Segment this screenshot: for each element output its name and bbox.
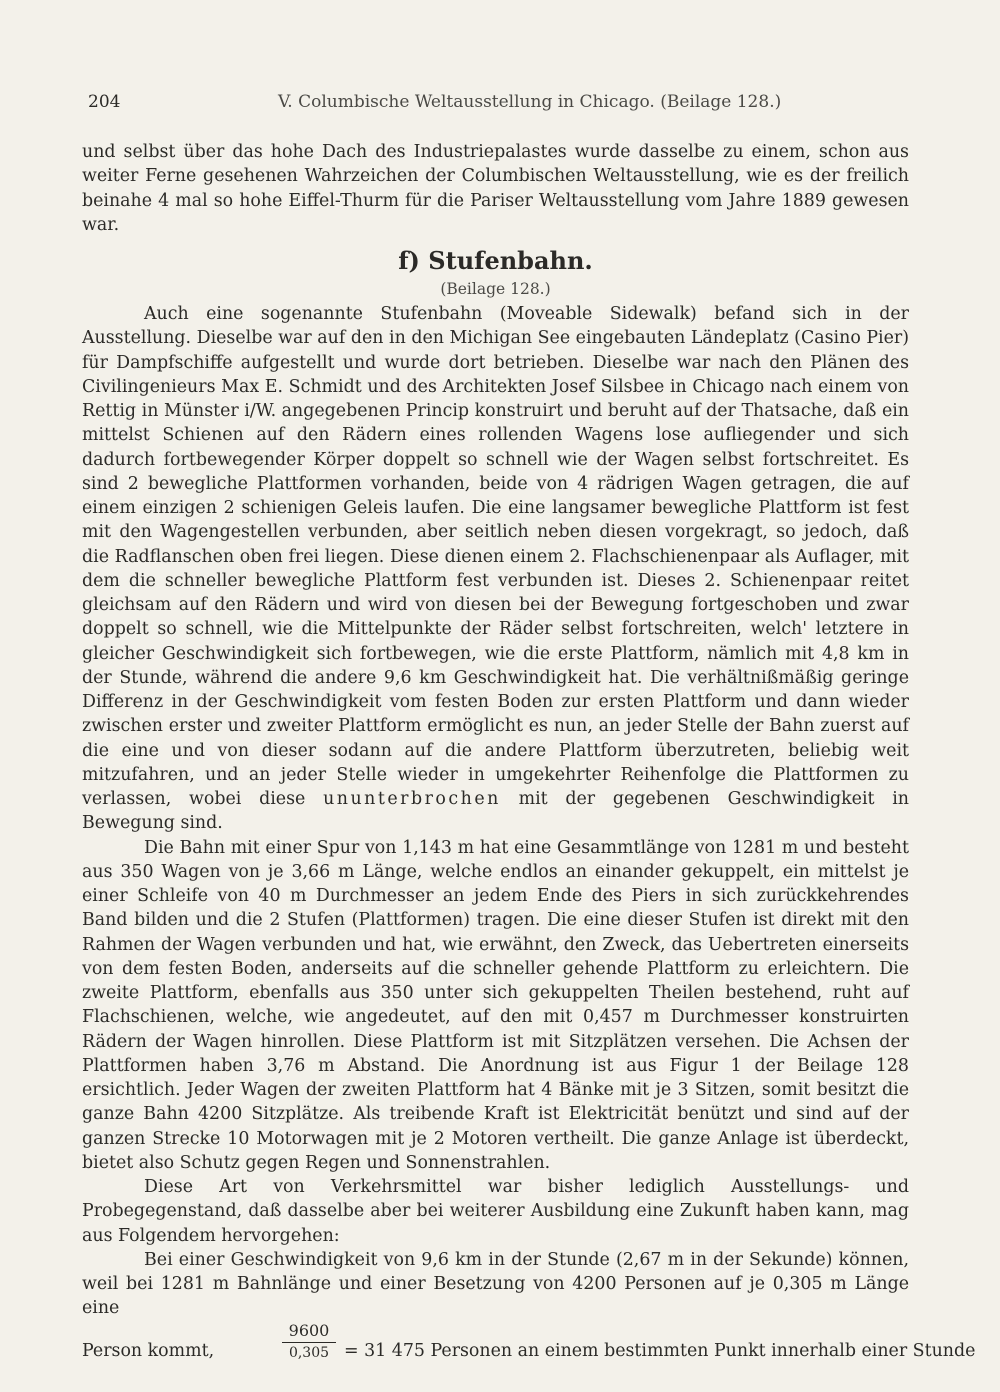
continuation-paragraph: und selbst über das hohe Dach des Industriepalastes wurde dasselbe zu einem, schon aus weiter Ferne gesehenen Wahrzeichen der Columbischen Weltausstellung, wie es der freilich beinahe 4 mal so hohe Eiffel-Thurm für die Pariser Weltausstellung vom Jahre 1889 gewesen war. xyxy=(82,142,909,235)
fraction-numerator: 9600 xyxy=(288,1320,330,1340)
running-head xyxy=(88,92,913,116)
paragraph-verkehrsmittel: Diese Art von Verkehrsmittel war bisher lediglich Ausstellungs- und Probegegenstand, daß dasselbe aber bei weiterer Ausbildung eine Zukunft haben kann, mag aus Folgendem hervorgehen: xyxy=(82,1177,909,1246)
section-subheading: (Beilage 128.) xyxy=(440,280,551,298)
formula-result-text: = 31 475 Personen an einem bestimmten Punkt innerhalb einer Stunde xyxy=(344,1340,976,1361)
paragraph-text: Auch eine sogenannte Stufenbahn (Moveable Sidewalk) befand sich in der Ausstellung. Dieselbe war auf den in den Michigan See eingebauten Ländeplatz (Casino Pier) für Dampfschiffe aufgestellt und wurde dort betrieben. Dieselbe war nach den Plänen des Civilingenieurs Max E. Schmidt und des Architekten Josef Silsbee in Chicago nach einem von Rettig in Münster i/W. angegebenen Princip konstruirt und beruht auf der Thatsache, daß ein mittelst Schienen auf den Rädern eines rollenden Wagens lose aufliegender und sich dadurch fortbewegender Körper doppelt so schnell wie der Wagen selbst fortschreitet. Es sind 2 bewegliche Plattformen vorhanden, beide von 4 rädrigen Wagen getragen, die auf einem einzigen 2 schienigen Geleis laufen. Die eine langsamer bewegliche Plattform ist fest mit den Wagengestellen verbunden, aber seitlich neben diesen vorgekragt, so jedoch, daß die Radflanschen oben frei liegen. Diese dienen einem 2. Flachschienenpaar als Auflager, mit dem die schneller bewegliche Plattform fest verbunden ist. Dieses 2. Schienenpaar reitet gleichsam auf den Rädern und wird von diesen bei der Bewegung fortgeschoben und zwar doppelt so schnell, wie die Mittelpunkte der Räder selbst fortschreiten, welch' letztere in gleicher Geschwindigkeit sich fortbewegen, wie die erste Plattform, nämlich mit 4,8 km in der Stunde, während die andere 9,6 km Geschwindigkeit hat. Die verhältnißmäßig geringe Differenz in der Geschwindigkeit vom festen Boden zur ersten Plattform und dann wieder zwischen erster und zweiter Plattform ermöglicht es nun, an jeder Stelle der Bahn zuerst auf die eine und von dieser sodann auf die andere Plattform überzutreten, beliebig weit mitzufahren, und an jeder Stelle wieder in umgekehrter Reihenfolge die Plattformen zu verlassen, wobei diese xyxy=(82,304,909,809)
formula-lead-text: Person kommt, xyxy=(82,1340,215,1361)
formula-line xyxy=(82,1320,976,1381)
paragraph-capacity: Bei einer Geschwindigkeit von 9,6 km in der Stunde (2,67 m in der Sekunde) können, weil bei 1281 m Bahnlänge und einer Besetzung von 4200 Personen auf je 0,305 m Länge eine xyxy=(82,1249,909,1319)
section-heading: f) Stufenbahn. xyxy=(398,246,593,275)
fraction xyxy=(282,1321,336,1362)
body-text xyxy=(82,140,976,1381)
running-head-title: V. Columbische Weltausstellung in Chicago. (Beilage 128.) xyxy=(278,92,782,112)
emphasis-spaced-word: ununterbrochen xyxy=(323,789,501,809)
paragraph-text: mit der gegebenen Geschwindigkeit in Bewegung sind. xyxy=(82,789,910,834)
paragraph-stufenbahn-intro xyxy=(82,302,909,836)
page-number: 204 xyxy=(88,92,121,112)
fraction-bar xyxy=(282,1342,336,1343)
fraction-denominator: 0,305 xyxy=(288,1344,330,1361)
paragraph-bahn-dimensions: Die Bahn mit einer Spur von 1,143 m hat eine Gesammtlänge von 1281 m und besteht aus 350 Wagen von je 3,66 m Länge, welche endlos an einander gekuppelt, ein mittelst je einer Schleife von 40 m Durchmesser an jedem Ende des Piers in sich zurückkehrendes Band bilden und die 2 Stufen (Plattformen) tragen. Die eine dieser Stufen ist direkt mit den Rahmen der Wagen verbunden und hat, wie erwähnt, den Zweck, das Uebertreten einerseits von dem festen Boden, anderseits auf die schneller gehende Plattform zu erleichtern. Die zweite Plattform, ebenfalls aus 350 unter sich gekuppelten Theilen bestehend, ruht auf Flachschienen, welche, wie angedeutet, auf den mit 0,457 m Durchmesser konstruirten Rädern der Wagen hinrollen. Diese Plattform ist mit Sitzplätzen versehen. Die Achsen der Plattformen haben 3,76 m Abstand. Die Anordnung ist aus Figur 1 der Beilage 128 ersichtlich. Jeder Wagen der zweiten Plattform hat 4 Bänke mit je 3 Sitzen, somit besitzt die ganze Bahn 4200 Sitzplätze. Als treibende Kraft ist Elektricität benützt und sind auf der ganzen Strecke 10 Motorwagen mit je 2 Motoren vertheilt. Die ganze Anlage ist überdeckt, bietet also Schutz gegen Regen und Sonnenstrahlen. xyxy=(82,837,909,1173)
